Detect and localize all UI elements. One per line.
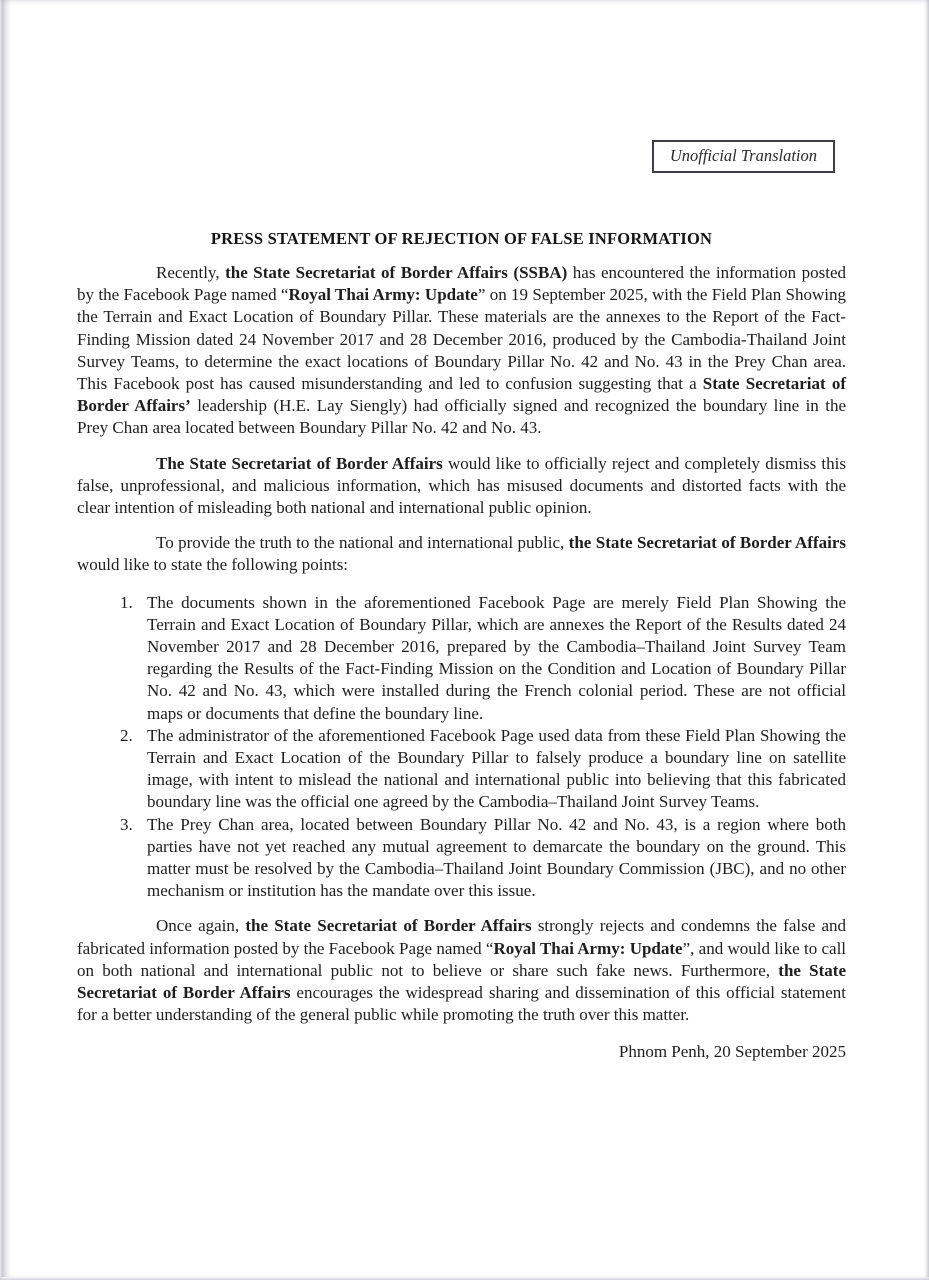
text-run: The Prey Chan area, located between Boundary Pillar No. 42 and No. 43, is a region where both parties have not yet reached any mutual agreement to demarcate the boundary on the ground. This matter must be resolved by the Cambodia–Thailand Joint Boundary Commission (JBC), and no other mechanism or institution has the mandate over this issue. (147, 814, 846, 901)
bold-text-run: the State Secretariat of Border Affairs (77, 960, 846, 1003)
page-left-edge-shadow (0, 0, 11, 1280)
text-run: ”, and would like to call on both national and international public not to believe or share such fake news. Furthermore, (77, 938, 847, 980)
text-run: leadership (H.E. Lay Siengly) had officially signed and recognized the boundary line in the Prey Chan area located between Boundary Pillar No. 42 and No. 43. (77, 396, 846, 438)
bold-text-run: the State Secretariat of Border Affairs (245, 916, 532, 936)
text-run: Once again, (156, 916, 246, 936)
bold-text-run: the State Secretariat of Border Affairs (568, 533, 846, 553)
document-title: PRESS STATEMENT OF REJECTION OF FALSE INFORMATION (210, 229, 713, 248)
text-run: Recently, (156, 263, 226, 282)
text-run: To provide the truth to the national and international public, (156, 533, 569, 553)
unofficial-translation-badge (652, 140, 835, 173)
list-item-number: 1. (120, 592, 133, 612)
paragraph (77, 453, 846, 520)
bold-text-run: State Secretariat of Border Affairs’ (77, 374, 846, 416)
list-item-text (147, 593, 846, 723)
list-item-number: 2. (120, 725, 133, 745)
list-item-text (147, 815, 846, 901)
paragraph (77, 262, 846, 440)
list-item (77, 814, 846, 903)
paragraph (77, 532, 846, 576)
text-run: strongly rejects and condemns the false and fabricated information posted by the Facebook Page named “ (77, 916, 847, 958)
page-right-edge-shadow (925, 0, 929, 1280)
list-item (77, 725, 846, 814)
list-item (77, 592, 846, 725)
dateline: Phnom Penh, 20 September 2025 (618, 1041, 846, 1061)
bold-text-run: Royal Thai Army: Update (288, 285, 478, 305)
text-run: The administrator of the aforementioned Facebook Page used data from these Field Plan Showing the Terrain and Exact Location of the Boundary Pillar to falsely produce a boundary line on satellite image, with intent to mislead the national and international public into believing that this fabricated boundary line was the official one agreed by the Cambodia–Thailand Joint Survey Teams. (147, 725, 846, 812)
bold-text-run: The State Secretariat of Border Affairs (156, 453, 443, 473)
text-run: The documents shown in the aforementioned Facebook Page are merely Field Plan Showing the Terrain and Exact Location of Boundary Pillar, which are annexes the Report of the Results dated 24 November 2017 and 28 December 2016, prepared by the Cambodia–Thailand Joint Survey Team regarding the Results of the Fact-Finding Mission on the Condition and Location of Boundary Pillar No. 42 and No. 43, which were installed during the French colonial period. These are not official maps or documents that define the boundary line. (147, 592, 846, 723)
list-item-text (147, 726, 846, 812)
bold-text-run: Royal Thai Army: Update (493, 938, 683, 958)
badge-label: Unofficial Translation (669, 146, 817, 165)
document-body (77, 262, 846, 1027)
text-run: would like to officially reject and completely dismiss this false, unprofessional, and malicious information, which has misused documents and distorted facts with the clear intention of misleading both national and international public opinion. (77, 453, 846, 518)
text-run: would like to state the following points: (77, 555, 349, 575)
text-run: encourages the widespread sharing and dissemination of this official statement for a better understanding of the general public while promoting the truth over this matter. (77, 983, 847, 1025)
list-item-number: 3. (120, 814, 133, 834)
text-run: ” on 19 September 2025, with the Field Plan Showing the Terrain and Exact Location of Boundary Pillar. These materials are the annexes to the Report of the Fact-Finding Mission dated 24 November 2017 and 28 December 2016, produced by the Cambodia-Thailand Joint Survey Teams, to determine the exact locations of Boundary Pillar No. 42 and No. 43 in the Prey Chan area. This Facebook post has caused misunderstanding and led to confusion suggesting that a (77, 285, 847, 394)
text-run: has encountered the information posted by the Facebook Page named “ (77, 263, 846, 305)
numbered-list (77, 592, 846, 903)
bold-text-run: the State Secretariat of Border Affairs (SSBA) (225, 263, 568, 282)
document-sheet (77, 0, 846, 1063)
paragraph (77, 915, 846, 1026)
